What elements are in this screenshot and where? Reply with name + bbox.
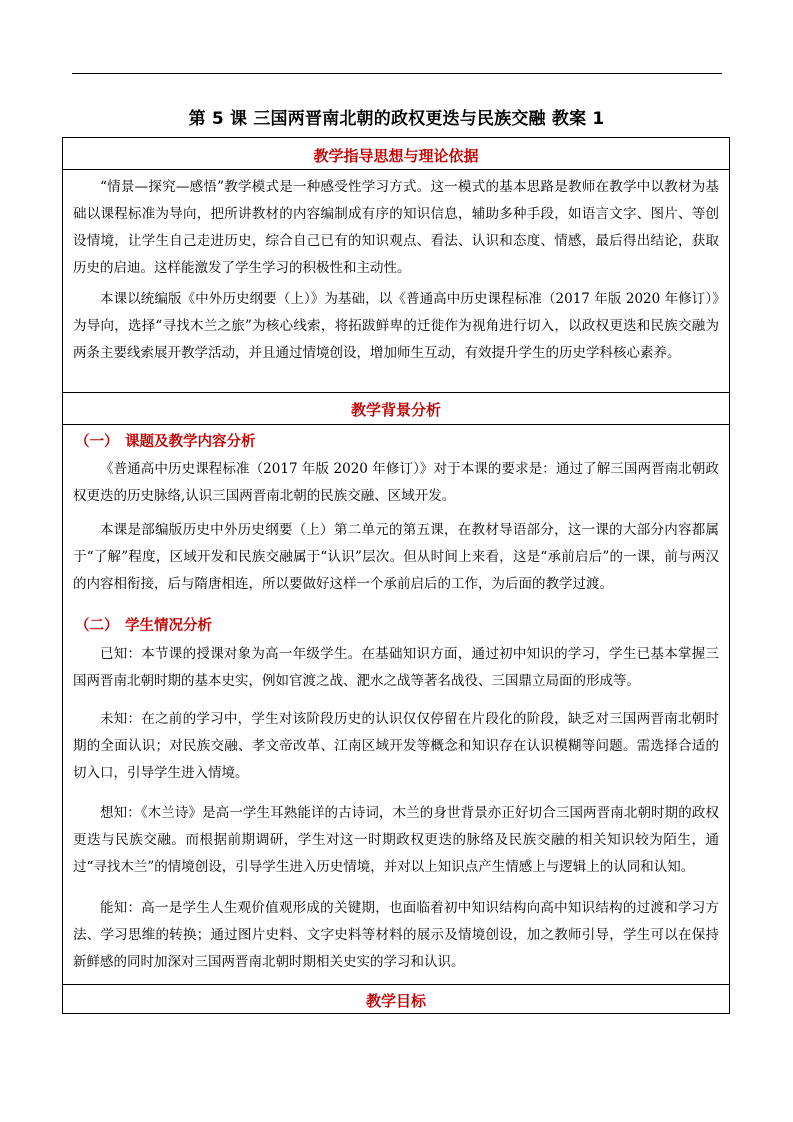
- row-divider: [63, 984, 729, 985]
- document-title: 第 5 课 三国两晋南北朝的政权更迭与民族交融 教案 1: [188, 109, 605, 129]
- subsection-title-content-analysis: [75, 430, 256, 451]
- row-divider: [63, 424, 729, 425]
- header-rule: [72, 73, 722, 74]
- subsection-label: 学生情况分析: [125, 618, 212, 634]
- paragraph: 本课是部编版历史中外历史纲要（上）第二单元的第五课，在教材导语部分，这一课的大部分内容都属于“了解”程度，区域开发和民族交融属于“认识”层次。但从时间上来看，这是“承前启后”的一课，前与两汉的内容相衔接，后与隋唐相连，所以要做好这样一个承前启后的工作，为后面的教学过渡。: [73, 522, 719, 592]
- row-divider: [63, 169, 729, 170]
- paragraph: 想知：《木兰诗》是高一学生耳熟能详的古诗词，木兰的身世背景亦正好切合三国两晋南北朝时期的政权更迭与民族交融。而根据前期调研，学生对这一时期政权更迭的脉络及民族交融的相关知识较为陌生，通过“寻找木兰”的情境创设，引导学生进入历史情境，并对以上知识点产生情感上与逻辑上的认同和认知。: [73, 805, 719, 875]
- paragraph: 本课以统编版《中外历史纲要（上）》为基础，以《普通高中历史课程标准（2017 年版 2020 年修订）》为导向，选择“寻找木兰之旅”为核心线索，将拓跋鲜卑的迁徙作为视角进行切入，以政权更迭和民族交融为两条主要线索展开教学活动，并且通过情境创设，增加师生互动，有效提升学生的历史学科核心素养。: [73, 291, 719, 361]
- section-heading-background: 教学背景分析: [350, 401, 441, 419]
- section-heading-goals: 教学目标: [365, 992, 426, 1010]
- lesson-plan-table: [62, 137, 730, 1014]
- subsection-number: （一）: [75, 434, 119, 450]
- subsection-number: （二）: [75, 618, 119, 634]
- paragraph: “情景—探究—感悟”教学模式是一种感受性学习方式。这一模式的基本思路是教师在教学中以教材为基础以课程标准为导向，把所讲教材的内容编制成有序的知识信息，辅助多种手段，如语言文字、图片、等创设情境，让学生自己走进历史，综合自己已有的知识观点、看法、认识和态度、情感，最后得出结论，获取历史的启迪。这样能激发了学生学习的积极性和主动性。: [73, 179, 719, 276]
- row-divider: [63, 392, 729, 393]
- section-heading-guide: 教学指导思想与理论依据: [313, 147, 479, 165]
- paragraph: 已知：本节课的授课对象为高一年级学生。在基础知识方面，通过初中知识的学习，学生已基本掌握三国两晋南北朝时期的基本史实，例如官渡之战、淝水之战等著名战役、三国鼎立局面的形成等。: [73, 646, 719, 689]
- subsection-label: 课题及教学内容分析: [125, 434, 256, 450]
- subsection-title-student-analysis: [75, 614, 212, 635]
- paragraph: 《普通高中历史课程标准（2017 年版 2020 年修订）》对于本课的要求是：通过了解三国两晋南北朝政权更迭的历史脉络,认识三国两晋南北朝的民族交融、区域开发。: [73, 461, 719, 504]
- paragraph: 能知：高一是学生人生观价值观形成的关键期，也面临着初中知识结构向高中知识结构的过渡和学习方法、学习思维的转换；通过图片史料、文字史料等材料的展示及情境创设，加之教师引导，学生可以在保持新鲜感的同时加深对三国两晋南北朝时期相关史实的学习和认识。: [73, 900, 719, 970]
- paragraph: 未知：在之前的学习中，学生对该阶段历史的认识仅仅停留在片段化的阶段，缺乏对三国两晋南北朝时期的全面认识；对民族交融、孝文帝改革、江南区域开发等概念和知识存在认识模糊等问题。需选择合适的切入口，引导学生进入情境。: [73, 711, 719, 781]
